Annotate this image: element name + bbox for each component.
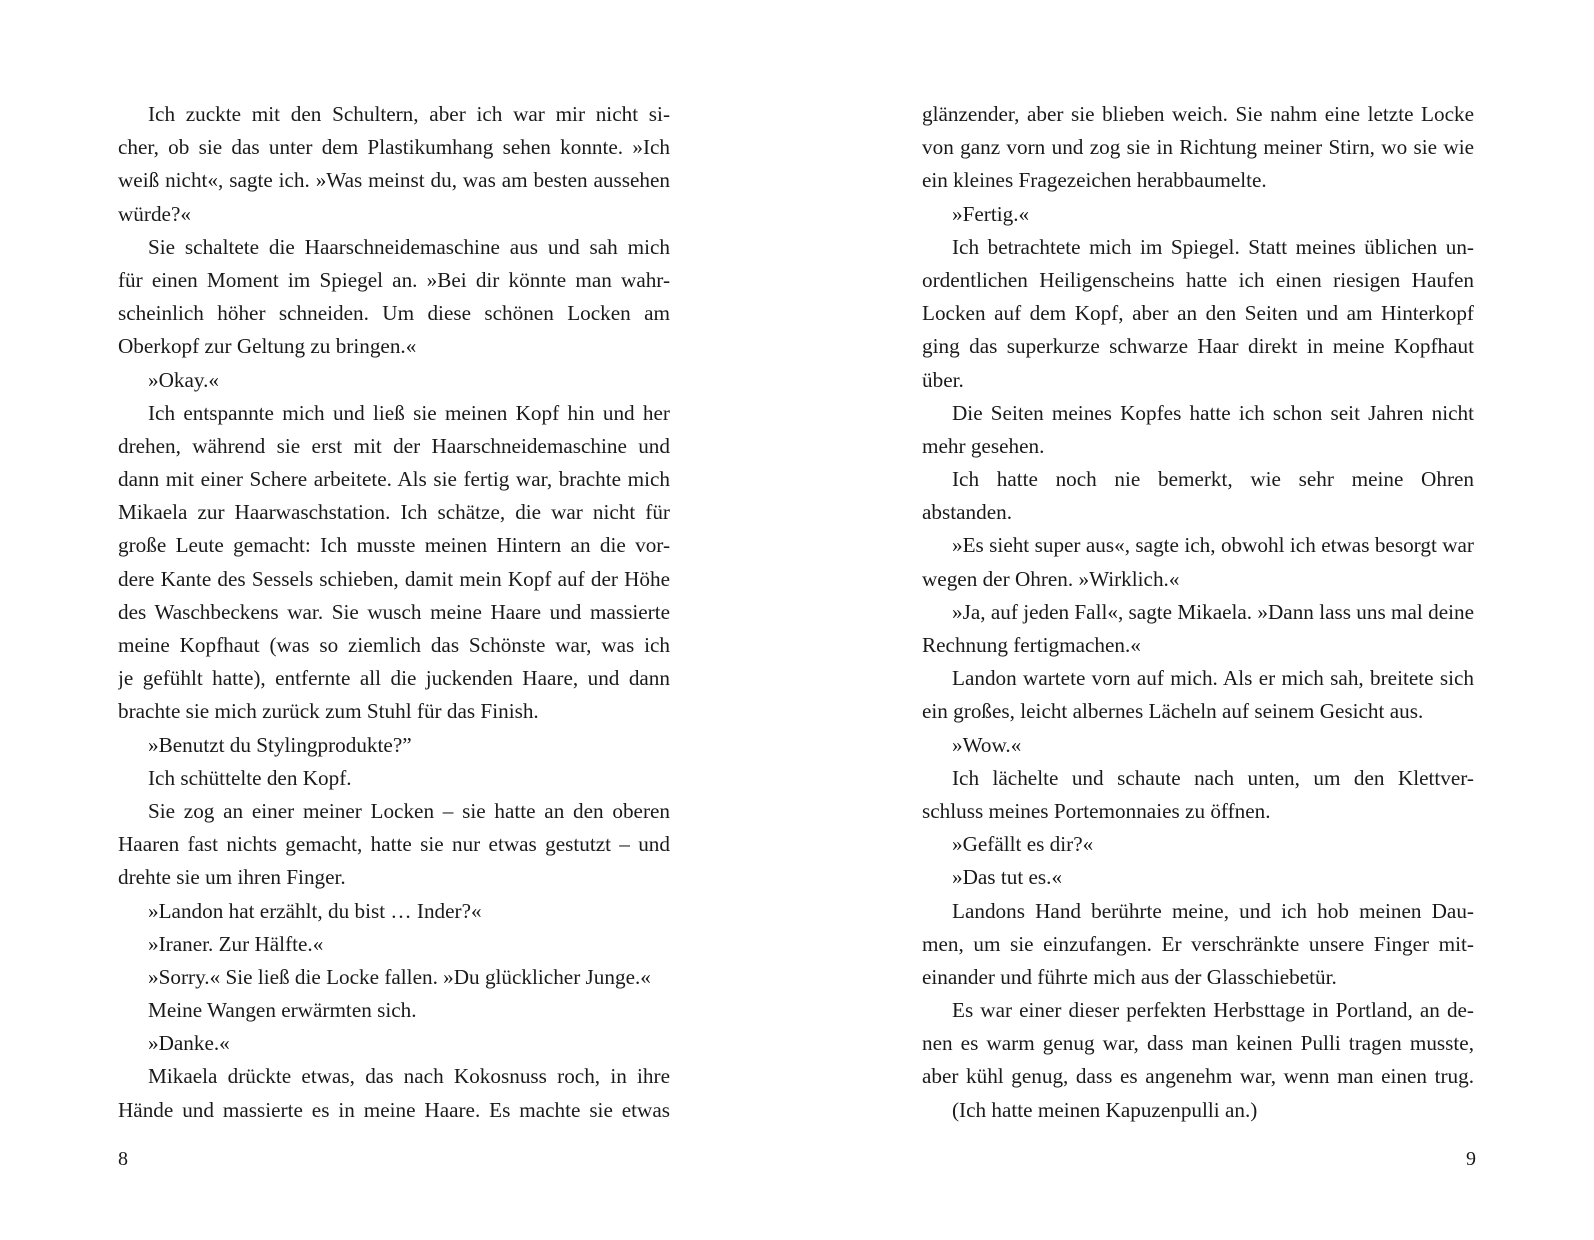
text-line: Haaren fast nichts gemacht, hatte sie nur etwas gestutzt – und [118,832,670,857]
text-line: (Ich hatte meinen Kapuzenpulli an.) [952,1097,1258,1122]
left-page-number: 8 [118,1148,128,1170]
text-line: des Waschbeckens war. Sie wusch meine Haare und massierte [118,599,670,624]
text-line: würde?« [118,201,191,226]
text-line: Locken auf dem Kopf, aber an den Seiten und am Hinterkopf [922,301,1474,326]
text-line: Ich schüttelte den Kopf. [148,765,352,790]
left-page-text [118,98,670,1130]
text-line: Sie zog an einer meiner Locken – sie hatte an den oberen [148,798,670,823]
text-line: weiß nicht«, sagte ich. »Was meinst du, was am besten aussehen [118,168,670,193]
text-line: glänzender, aber sie blieben weich. Sie nahm eine letzte Locke [922,102,1474,126]
text-line: meine Kopfhaut (was so ziemlich das Schönste war, was ich [118,633,670,657]
text-line: ging das superkurze schwarze Haar direkt in meine Kopfhaut [922,334,1474,359]
text-line: Mikaela drückte etwas, das nach Kokosnuss roch, in ihre [148,1064,670,1089]
text-line: »Sorry.« Sie ließ die Locke fallen. »Du glücklicher Junge.« [148,964,651,989]
left-page [118,98,670,1130]
text-line: »Gefällt es dir?« [952,832,1094,857]
text-line: scheinlich höher schneiden. Um diese schönen Locken am [118,301,670,326]
text-line: »Fertig.« [952,201,1030,226]
text-line: dere Kante des Sessels schieben, damit mein Kopf auf der Höhe [118,566,670,591]
text-line: »Ja, auf jeden Fall«, sagte Mikaela. »Dann lass uns mal deine [952,599,1474,624]
text-line: ein großes, leicht albernes Lächeln auf seinem Gesicht aus. [922,699,1424,724]
text-line: je gefühlt hatte), entfernte all die juckenden Haare, und dann [118,666,670,691]
text-line: »Wow.« [952,732,1022,757]
text-line: »Es sieht super aus«, sagte ich, obwohl ich etwas besorgt war [952,533,1474,558]
text-line: über. [922,367,964,392]
text-line: Ich entspannte mich und ließ sie meinen Kopf hin und her [148,400,670,425]
text-line: einander und führte mich aus der Glasschiebetür. [922,964,1337,989]
text-line: aber kühl genug, dass es angenehm war, wenn man einen trug. [922,1064,1474,1089]
right-page [922,98,1474,1130]
text-line: Oberkopf zur Geltung zu bringen.« [118,334,417,359]
text-line: von ganz vorn und zog sie in Richtung meiner Stirn, wo sie wie [922,135,1474,160]
text-line: Hände und massierte es in meine Haare. Es machte sie etwas [118,1097,670,1122]
text-line: cher, ob sie das unter dem Plastikumhang sehen konnte. »Ich [118,135,670,160]
text-line: men, um sie einzufangen. Er verschränkte unsere Finger mit- [922,931,1474,956]
text-line: Sie schaltete die Haarschneidemaschine aus und sah mich [148,234,670,259]
text-line: Meine Wangen erwärmten sich. [148,998,417,1023]
text-line: »Okay.« [148,367,220,392]
text-line: »Iraner. Zur Hälfte.« [148,931,324,956]
text-line: schluss meines Portemonnaies zu öffnen. [922,798,1271,823]
text-line: ein kleines Fragezeichen herabbaumelte. [922,168,1267,193]
text-line: dann mit einer Schere arbeitete. Als sie fertig war, brachte mich [118,467,670,492]
text-line: nen es warm genug war, dass man keinen Pulli tragen musste, [922,1031,1474,1056]
text-line: Es war einer dieser perfekten Herbsttage in Portland, an de- [952,998,1474,1023]
right-page-text [922,98,1474,1130]
text-line: »Benutzt du Stylingprodukte?” [148,732,412,757]
text-line: drehte sie um ihren Finger. [118,865,346,890]
text-line: mehr gesehen. [922,433,1045,458]
right-page-number: 9 [1466,1148,1476,1170]
text-line: Landon wartete vorn auf mich. Als er mich sah, breitete sich [952,666,1474,691]
text-line: Ich lächelte und schaute nach unten, um den Klettver- [952,765,1474,790]
text-line: abstanden. [922,500,1013,525]
text-line: Die Seiten meines Kopfes hatte ich schon seit Jahren nicht [952,400,1474,425]
text-line: Ich betrachtete mich im Spiegel. Statt meines üblichen un- [952,234,1474,259]
text-line: Mikaela zur Haarwaschstation. Ich schätze, die war nicht für [118,500,670,525]
text-line: »Danke.« [148,1031,230,1056]
text-line: »Landon hat erzählt, du bist … Inder?« [148,898,482,923]
text-line: Ich hatte noch nie bemerkt, wie sehr meine Ohren [952,467,1474,492]
text-line: wegen der Ohren. »Wirklich.« [922,566,1180,591]
text-line: Ich zuckte mit den Schultern, aber ich war mir nicht si- [148,102,670,126]
text-line: für einen Moment im Spiegel an. »Bei dir könnte man wahr- [118,267,670,292]
text-line: Landons Hand berührte meine, und ich hob meinen Dau- [952,898,1474,923]
text-line: brachte sie mich zurück zum Stuhl für das Finish. [118,699,539,724]
text-line: Rechnung fertigmachen.« [922,633,1141,657]
text-line: drehen, während sie erst mit der Haarschneidemaschine und [118,433,670,458]
text-line: ordentlichen Heiligenscheins hatte ich einen riesigen Haufen [922,267,1474,292]
text-line: »Das tut es.« [952,865,1063,890]
text-line: große Leute gemacht: Ich musste meinen Hintern an die vor- [118,533,670,558]
